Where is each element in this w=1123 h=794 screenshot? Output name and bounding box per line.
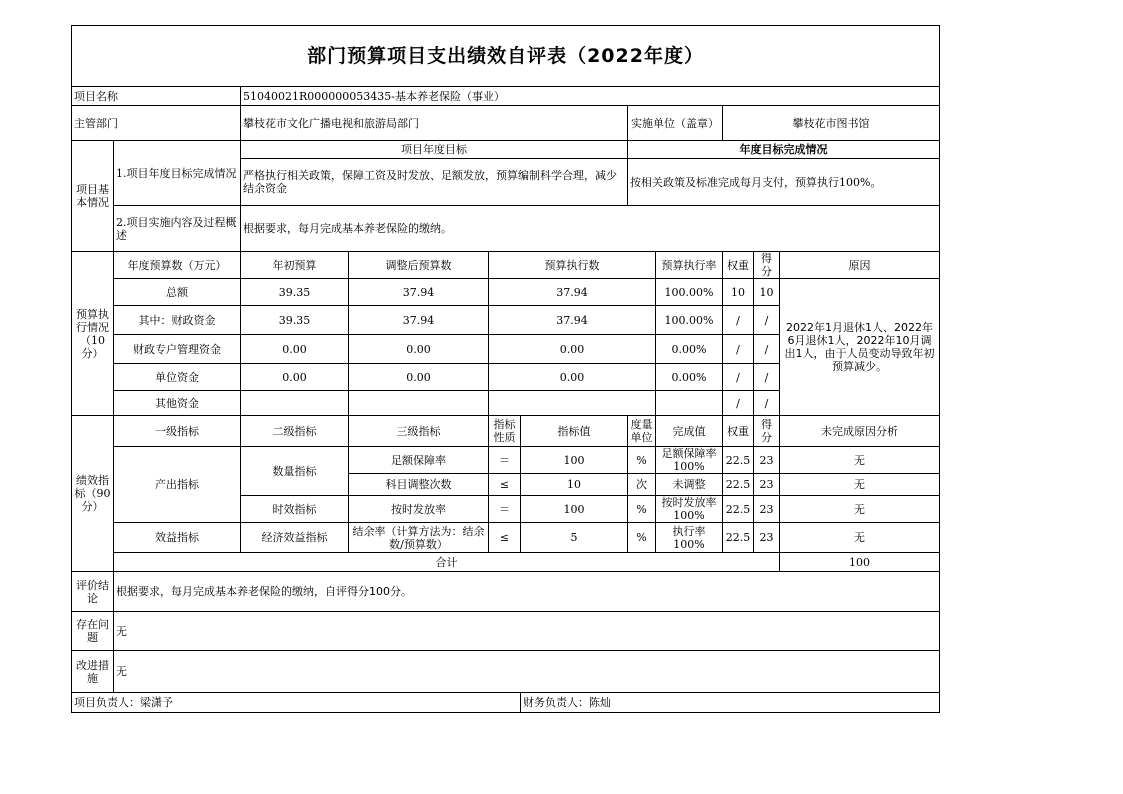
goal-col-header: 项目年度目标: [241, 141, 628, 159]
level3-indicator: 结余率（计算方法为：结余数/预算数）: [349, 523, 489, 553]
perf-header: 二级指标: [241, 416, 349, 447]
budget-row: [72, 279, 940, 306]
completed-value: 未调整: [656, 474, 723, 496]
perf-row: [72, 523, 940, 553]
budget-score: 10: [754, 279, 780, 306]
row2-content-text: 根据要求，每月完成基本养老保险的缴纳。: [241, 206, 940, 252]
incomplete-reason: 无: [780, 523, 940, 553]
completed-value: 执行率100%: [656, 523, 723, 553]
basic-section-label: 项目基本情况: [72, 141, 114, 252]
completed-value: 足额保障率100%: [656, 447, 723, 474]
budget-row-label: 单位资金: [114, 364, 241, 391]
execution-rate: 100.00%: [656, 306, 723, 335]
indicator-nature: ＝: [489, 496, 521, 523]
basic-row1-label: 1.项目年度目标完成情况: [114, 141, 241, 206]
perf-header: 指标值: [521, 416, 628, 447]
perf-weight: 22.5: [723, 474, 754, 496]
eval-text: 根据要求，每月完成基本养老保险的缴纳，自评得分100分。: [114, 572, 940, 612]
perf-weight: 22.5: [723, 523, 754, 553]
indicator-value: 100: [521, 496, 628, 523]
indicator-unit: %: [628, 496, 656, 523]
execution-rate: [656, 391, 723, 416]
level2-quantity: 数量指标: [241, 447, 349, 496]
execution-rate: 0.00%: [656, 335, 723, 364]
unit-value: 攀枝花市图书馆: [723, 106, 940, 141]
incomplete-reason: 无: [780, 447, 940, 474]
perf-header: 指标性质: [489, 416, 521, 447]
indicator-nature: ＝: [489, 447, 521, 474]
indicator-value: 10: [521, 474, 628, 496]
budget-score: /: [754, 306, 780, 335]
perf-header: 未完成原因分析: [780, 416, 940, 447]
measure-label: 改进措施: [72, 651, 114, 693]
budget-row-label: 其中：财政资金: [114, 306, 241, 335]
adjusted-budget: 0.00: [349, 364, 489, 391]
executed-budget: 0.00: [489, 364, 656, 391]
budget-row-label: 财政专户管理资金: [114, 335, 241, 364]
self-evaluation-sheet: [71, 25, 939, 713]
total-label: 合计: [114, 553, 780, 572]
perf-header: 权重: [723, 416, 754, 447]
completion-col-header: 年度目标完成情况: [628, 141, 940, 159]
budget-header: 原因: [780, 252, 940, 279]
perf-weight: 22.5: [723, 496, 754, 523]
budget-score: /: [754, 364, 780, 391]
adjusted-budget: 37.94: [349, 279, 489, 306]
dept-label: 主管部门: [72, 106, 241, 141]
evaluation-table: [71, 25, 940, 713]
executed-budget: 37.94: [489, 306, 656, 335]
perf-score: 23: [754, 523, 780, 553]
level3-indicator: 足额保障率: [349, 447, 489, 474]
project-name-label: 项目名称: [72, 87, 241, 106]
level1-benefit: 效益指标: [114, 523, 241, 553]
budget-weight: /: [723, 364, 754, 391]
indicator-nature: ≤: [489, 474, 521, 496]
unit-label: 实施单位（盖章）: [628, 106, 723, 141]
budget-score: /: [754, 391, 780, 416]
budget-reason: 2022年1月退休1人、2022年6月退休1人，2022年10月调出1人，由于人员变动导致年初预算减少。: [780, 279, 940, 416]
perf-header: 三级指标: [349, 416, 489, 447]
budget-weight: /: [723, 335, 754, 364]
completed-value: 按时发放率100%: [656, 496, 723, 523]
budget-row-label: 其他资金: [114, 391, 241, 416]
budget-header: 年度预算数（万元）: [114, 252, 241, 279]
budget-weight: /: [723, 391, 754, 416]
initial-budget: 39.35: [241, 279, 349, 306]
level2-econ: 经济效益指标: [241, 523, 349, 553]
adjusted-budget: 37.94: [349, 306, 489, 335]
perf-header: 度量单位: [628, 416, 656, 447]
budget-header: 预算执行率: [656, 252, 723, 279]
budget-header: 权重: [723, 252, 754, 279]
initial-budget: 0.00: [241, 335, 349, 364]
level3-indicator: 科目调整次数: [349, 474, 489, 496]
perf-header: 一级指标: [114, 416, 241, 447]
project-name-value: 51040021R000000053435-基本养老保险（事业）: [241, 87, 940, 106]
perf-score: 23: [754, 447, 780, 474]
page-title: 部门预算项目支出绩效自评表（2022年度）: [72, 26, 940, 87]
perf-header: 完成值: [656, 416, 723, 447]
dept-value: 攀枝花市文化广播电视和旅游局部门: [241, 106, 628, 141]
indicator-unit: %: [628, 447, 656, 474]
performance-section-label: 绩效指标（90分）: [72, 416, 114, 572]
perf-weight: 22.5: [723, 447, 754, 474]
issue-label: 存在问题: [72, 612, 114, 651]
budget-header: 得分: [754, 252, 780, 279]
indicator-value: 100: [521, 447, 628, 474]
indicator-value: 5: [521, 523, 628, 553]
budget-header: 年初预算: [241, 252, 349, 279]
execution-rate: 100.00%: [656, 279, 723, 306]
incomplete-reason: 无: [780, 474, 940, 496]
budget-section-label: 预算执行情况（10分）: [72, 252, 114, 416]
initial-budget: 39.35: [241, 306, 349, 335]
perf-score: 23: [754, 496, 780, 523]
budget-score: /: [754, 335, 780, 364]
initial-budget: [241, 391, 349, 416]
finance-lead: 财务负责人：陈灿: [521, 693, 940, 713]
budget-header: 调整后预算数: [349, 252, 489, 279]
level2-time: 时效指标: [241, 496, 349, 523]
budget-row-label: 总额: [114, 279, 241, 306]
execution-rate: 0.00%: [656, 364, 723, 391]
executed-budget: 37.94: [489, 279, 656, 306]
indicator-nature: ≤: [489, 523, 521, 553]
executed-budget: 0.00: [489, 335, 656, 364]
level3-indicator: 按时发放率: [349, 496, 489, 523]
perf-row: [72, 447, 940, 474]
row1-completion-text: 按相关政策及标准完成每月支付，预算执行100%。: [628, 159, 940, 206]
perf-score: 23: [754, 474, 780, 496]
budget-header: 预算执行数: [489, 252, 656, 279]
eval-label: 评价结论: [72, 572, 114, 612]
initial-budget: 0.00: [241, 364, 349, 391]
row1-goal-text: 严格执行相关政策，保障工资及时发放、足额发放，预算编制科学合理，减少结余资金: [241, 159, 628, 206]
adjusted-budget: 0.00: [349, 335, 489, 364]
indicator-unit: %: [628, 523, 656, 553]
executed-budget: [489, 391, 656, 416]
budget-weight: /: [723, 306, 754, 335]
total-weight: 100: [780, 553, 940, 572]
incomplete-reason: 无: [780, 496, 940, 523]
adjusted-budget: [349, 391, 489, 416]
measure-text: 无: [114, 651, 940, 693]
perf-header: 得分: [754, 416, 780, 447]
budget-weight: 10: [723, 279, 754, 306]
project-lead: 项目负责人：梁潇予: [72, 693, 521, 713]
basic-row2-label: 2.项目实施内容及过程概述: [114, 206, 241, 252]
level1-output: 产出指标: [114, 447, 241, 523]
indicator-unit: 次: [628, 474, 656, 496]
issue-text: 无: [114, 612, 940, 651]
